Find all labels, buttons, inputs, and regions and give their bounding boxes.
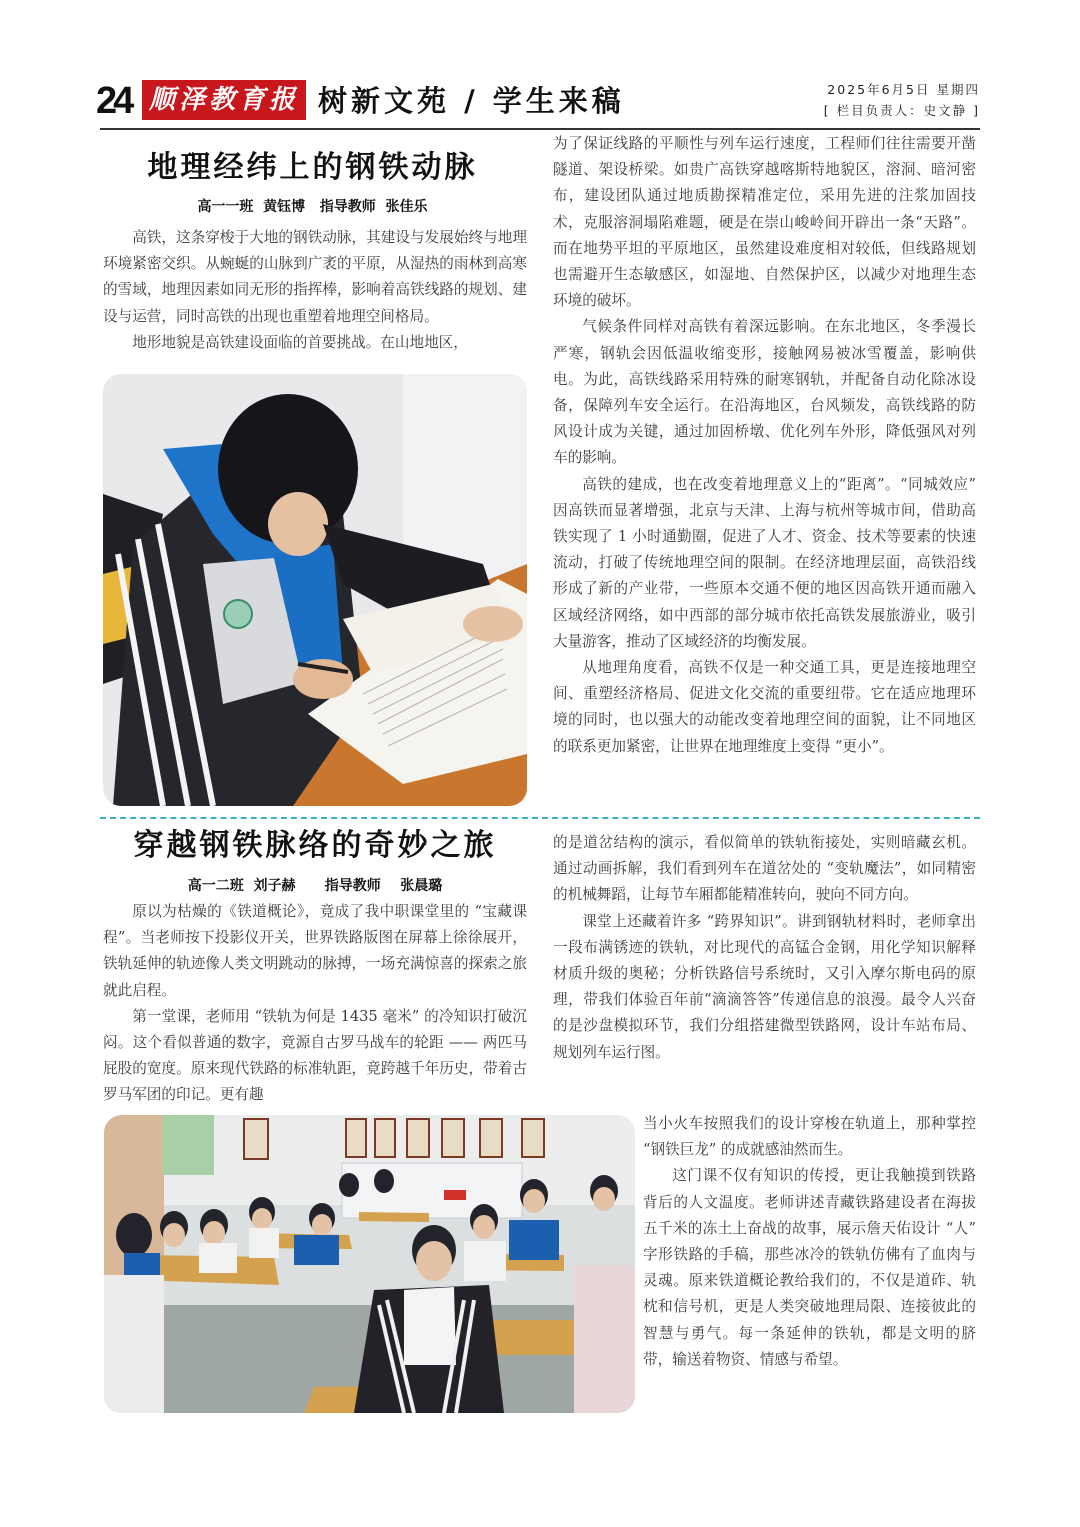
article-2-right-column bbox=[553, 830, 976, 1066]
article-2-title: 穿越钢铁脉络的奇妙之旅 bbox=[133, 828, 497, 863]
paragraph: 课堂上还藏着许多 “跨界知识”。讲到钢轨材料时，老师拿出一段布满锈迹的铁轨，对比现代的高锰合金钢，用化学知识解释材质升级的奥秘；分析铁路信号系统时，又引入摩尔斯电码的原理，带我们体验百年前“滴滴答答”传递信息的浪漫。最令人兴奋的是沙盘模拟环节，我们分组搭建微型铁路网，设计车站布局、规划列车运行图。 bbox=[553, 912, 976, 1061]
issue-date: 2025年6月5日 星期四 bbox=[827, 82, 980, 97]
paragraph: 当小火车按照我们的设计穿梭在轨道上，那种掌控 “钢铁巨龙” 的成就感油然而生。 bbox=[643, 1115, 976, 1159]
paragraph: 第一堂课，老师用 “铁轨为何是 1435 毫米” 的冷知识打破沉闷。这个看似普通的数字，竟源自古罗马战车的轮距 —— 两匹马屁股的宽度。原来现代铁路的标准轨距，竟跨越千年历史，带着古罗马军团的印记。更有趣 bbox=[103, 1007, 527, 1104]
paragraph: 的是道岔结构的演示，看似简单的铁轨衔接处，实则暗藏玄机。通过动画拆解，我们看到列车在道岔处的 “变轨魔法”，如同精密的机械舞蹈，让每节车厢都能精准转向，驶向不同方向。 bbox=[553, 834, 976, 904]
paragraph: 为了保证线路的平顺性与列车运行速度，工程师们往往需要开凿隧道、架设桥梁。如贵广高铁穿越喀斯特地貌区，溶洞、暗河密布，建设团队通过地质勘探精准定位，采用先进的注浆加固技术，克服溶洞塌陷难题，硬是在崇山峻岭间开辟出一条“天路”。而在地势平坦的平原地区，虽然建设难度相对较低，但线路规划也需避开生态敏感区，如湿地、自然保护区，以减少对地理生态环境的破坏。 bbox=[553, 135, 976, 310]
paragraph: 这门课不仅有知识的传授，更让我触摸到铁路背后的人文温度。老师讲述青藏铁路建设者在海拔五千米的冻土上奋战的故事，展示詹天佑设计 “人” 字形铁路的手稿，那些冰冷的铁轨仿佛有了血肉与灵魂。原来铁道概论教给我们的，不仅是道砟、轨枕和信号机，更是人类突破地理局限、连接彼此的智慧与勇气。每一条延伸的铁轨，都是文明的脐带，输送着物资、情感与希望。 bbox=[643, 1167, 976, 1368]
classroom-photo-icon bbox=[104, 1115, 635, 1413]
classroom-photo bbox=[104, 1115, 635, 1413]
column-editor: [ 栏目负责人：史文静 ] bbox=[823, 103, 980, 118]
paragraph: 高铁，这条穿梭于大地的钢铁动脉，其建设与发展始终与地理环境紧密交织。从蜿蜒的山脉到广袤的平原，从湿热的雨林到高寒的雪域，地理因素如同无形的指挥棒，影响着高铁线路的规划、建设与运营，同时高铁的出现也重塑着地理空间格局。 bbox=[103, 229, 527, 325]
article-2-left-column bbox=[103, 899, 527, 1109]
article-1-byline: 高一一班 黄钰博 指导教师 张佳乐 bbox=[197, 199, 428, 215]
paragraph: 原以为枯燥的《铁道概论》，竟成了我中职课堂里的 “宝藏课程”。当老师按下投影仪开关，世界铁路版图在屏幕上徐徐展开，铁轨延伸的轨迹像人类文明跳动的脉搏，一场充满惊喜的探索之旅就此启程。 bbox=[103, 903, 527, 999]
newspaper-masthead: 顺泽教育报 bbox=[142, 80, 306, 120]
article-1-left-column bbox=[103, 225, 527, 356]
article-2-byline: 高一二班 刘子赫 指导教师 张晨璐 bbox=[187, 878, 443, 894]
article-1-title: 地理经纬上的钢铁动脉 bbox=[147, 150, 478, 185]
student-writing-photo bbox=[103, 374, 527, 806]
article-divider bbox=[100, 817, 980, 819]
paragraph: 气候条件同样对高铁有着深远影响。在东北地区，冬季漫长严寒，钢轨会因低温收缩变形，接触网易被冰雪覆盖，影响供电。为此，高铁线路采用特殊的耐寒钢轨，并配备自动化除冰设备，保障列车安全运行。在沿海地区，台风频发，高铁线路的防风设计成为关键，通过加固桥墩、优化列车外形，降低强风对列车的影响。 bbox=[553, 318, 976, 467]
paragraph: 高铁的建成，也在改变着地理意义上的“距离”。“同城效应” 因高铁而显著增强，北京与天津、上海与杭州等城市间，借助高铁实现了 1 小时通勤圈，促进了人才、资金、技术等要素的快速流动，打破了传统地理空间的限制。在经济地理层面，高铁沿线形成了新的产业带，一些原本交通不便的地区因高铁开通而融入区域经济网络，如中西部的部分城市依托高铁发展旅游业，吸引大量游客，推动了区域经济的均衡发展。 bbox=[553, 475, 976, 650]
header-rule bbox=[100, 128, 980, 130]
section-title: 树新文苑 / 学生来稿 bbox=[318, 84, 625, 118]
page-number: 24 bbox=[96, 80, 131, 122]
article-1-right-column bbox=[553, 131, 976, 760]
paragraph: 地形地貌是高铁建设面临的首要挑战。在山地地区， bbox=[132, 333, 468, 351]
paragraph: 从地理角度看，高铁不仅是一种交通工具，更是连接地理空间、重塑经济格局、促进文化交流的重要纽带。它在适应地理环境的同时，也以强大的动能改变着地理空间的面貌，让不同地区的联系更加紧密，让世界在地理维度上变得 “更小”。 bbox=[553, 659, 976, 755]
student-writing-photo-icon bbox=[103, 374, 527, 806]
article-2-wrap-column bbox=[643, 1111, 976, 1373]
